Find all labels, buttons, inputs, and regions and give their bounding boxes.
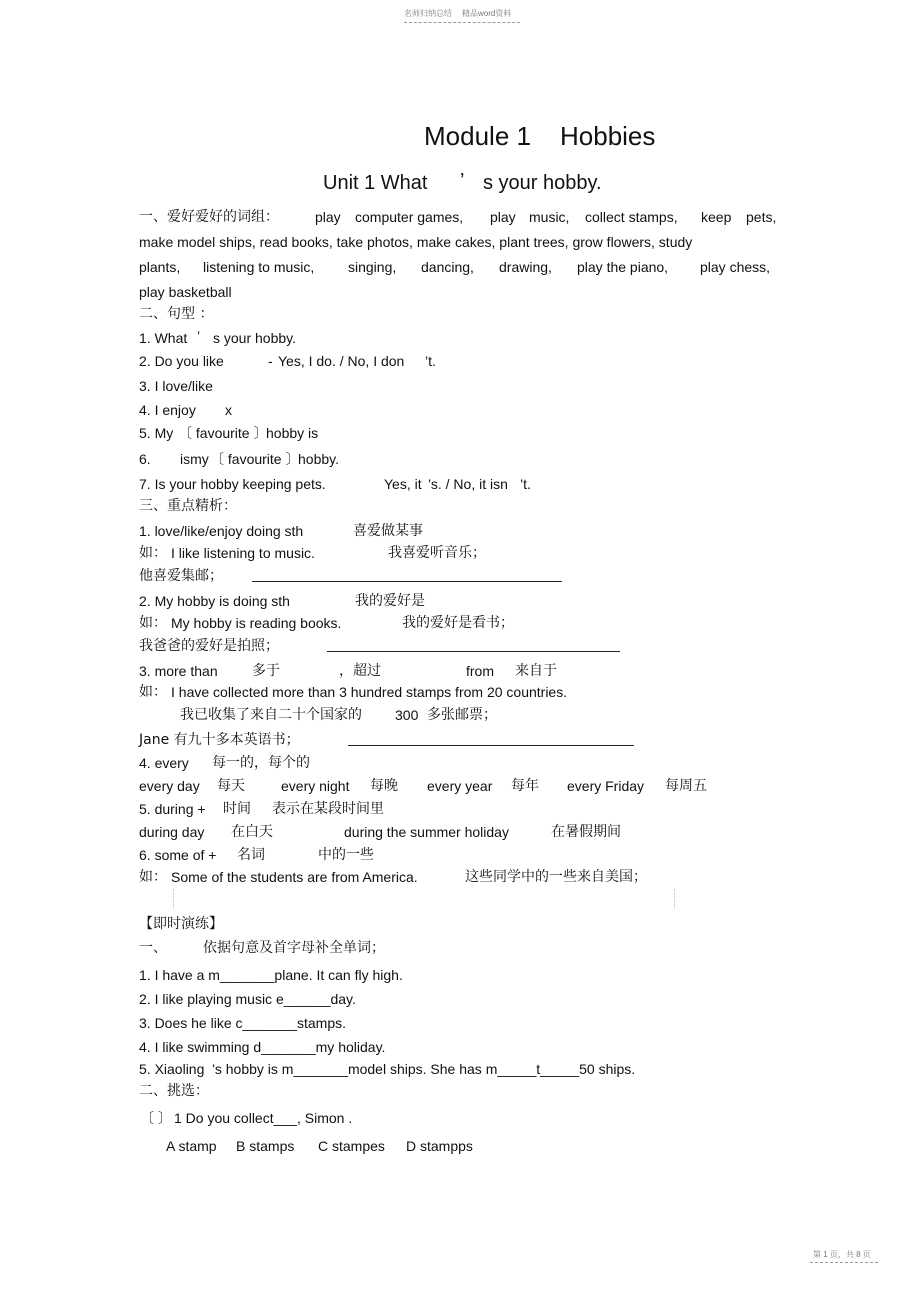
example-cn: 这些同学中的一些来自美国； xyxy=(465,869,647,885)
footer-divider xyxy=(810,1262,878,1263)
section2-label: 二、句型 ： xyxy=(139,306,214,322)
exercise-item: 4. I like swimming d_______my holiday. xyxy=(139,1039,386,1055)
phrase-en: every day xyxy=(139,778,200,794)
example-marker: 如： xyxy=(139,684,167,700)
sentence-pattern: 〔 favourite 〕 xyxy=(178,425,268,441)
point-heading: 3. more than xyxy=(139,663,218,679)
unit-title-apos: ’ xyxy=(460,170,465,192)
phrase-cn: 每天 xyxy=(217,778,245,794)
example-cn: 我的爱好是看书； xyxy=(402,615,514,631)
example-marker: 如： xyxy=(139,545,167,561)
example-en: I have collected more than 3 hundred stamps from 20 countries. xyxy=(171,684,568,700)
phrase-en: every Friday xyxy=(567,778,645,794)
header-left: 名师归纳总结 xyxy=(404,9,452,18)
point-meaning: 时间 xyxy=(223,801,251,817)
exercise-item: 5. Xiaoling xyxy=(139,1061,205,1077)
translation-prompt: 他喜爱集邮； xyxy=(139,568,223,584)
phrase-en: every year xyxy=(427,778,493,794)
phrase-cn: 每年 xyxy=(511,778,539,794)
exercise-item: 1. I have a m_______plane. It can fly high. xyxy=(139,967,403,983)
sentence-pattern: 3. I love/like xyxy=(139,378,213,394)
point-heading: 4. every xyxy=(139,755,189,771)
sentence-pattern: ’s. / No, it isn xyxy=(428,476,508,492)
example-cn: 多张邮票； xyxy=(427,707,497,723)
example-en: Some of the students are from America. xyxy=(171,869,418,885)
point-meaning: 表示在某段时间里 xyxy=(272,801,384,817)
sentence-pattern: 2. Do you like xyxy=(139,353,224,369)
translation-prompt: 我爸爸的爱好是拍照； xyxy=(139,638,279,654)
sentence-pattern: 6. xyxy=(139,451,151,467)
example-marker: 如： xyxy=(139,615,167,631)
phrase-row: make model ships, read books, take photos, make cakes, plant trees, grow flowers, study xyxy=(139,234,693,250)
example-cn: 300 xyxy=(395,707,419,723)
sentence-pattern: Yes, I do. / No, I don xyxy=(278,353,405,369)
phrase: collect stamps, xyxy=(585,209,678,225)
phrase-cn: 在白天 xyxy=(231,824,273,840)
sentence-pattern: hobby. xyxy=(298,451,339,467)
sentence-pattern: 4. I enjoy xyxy=(139,402,196,418)
answer-blank xyxy=(327,651,620,652)
phrase-cn: 每晚 xyxy=(370,778,398,794)
header-divider xyxy=(404,22,520,23)
column-divider xyxy=(674,889,675,909)
phrase: music, xyxy=(529,209,570,225)
answer-blank xyxy=(348,745,634,746)
sentence-pattern: ’t. xyxy=(425,353,436,369)
exercise-item: 2. I like playing music e______day. xyxy=(139,991,356,1007)
phrase-en: during day xyxy=(139,824,205,840)
phrase: listening to music, xyxy=(203,259,315,275)
point-meaning: 中的一些 xyxy=(318,847,374,863)
phrase: singing, xyxy=(348,259,397,275)
section3-label: 三、重点精析： xyxy=(139,498,237,514)
part-heading: 二、挑选： xyxy=(139,1083,209,1099)
phrase: keep xyxy=(701,209,732,225)
choice-option: A stamp xyxy=(166,1138,217,1154)
sentence-pattern: ’ xyxy=(197,328,201,344)
choice-option: D stampps xyxy=(406,1138,473,1154)
choice-question: 1 Do you collect___, Simon . xyxy=(174,1110,353,1126)
sentence-pattern: x xyxy=(225,402,232,418)
sentence-pattern: 〔 favourite 〕 xyxy=(210,451,300,467)
header-right: 精品word资料 xyxy=(462,9,512,18)
unit-title-a: Unit 1 What xyxy=(323,172,428,194)
answer-blank xyxy=(252,581,562,582)
choice-option: C stampes xyxy=(318,1138,385,1154)
example-cn: 我喜爱听音乐； xyxy=(388,545,486,561)
phrase-cn: 在暑假期间 xyxy=(551,824,621,840)
phrase: play xyxy=(490,209,516,225)
point-heading: from xyxy=(466,663,494,679)
section1-label: 一、爱好爱好的词组： xyxy=(139,209,279,225)
answer-bracket: 〔 〕 xyxy=(140,1110,172,1126)
practice-heading: 【即时演练】 xyxy=(139,916,223,932)
point-meaning: 喜爱做某事 xyxy=(353,523,423,539)
sentence-pattern: Yes, it xyxy=(384,476,422,492)
sentence-pattern: 1. What xyxy=(139,330,188,346)
exercise-item: 3. Does he like c_______stamps. xyxy=(139,1015,347,1031)
page-number: 第 1 页，共 8 页 xyxy=(813,1250,871,1259)
example-marker: 如： xyxy=(139,869,167,885)
example-en: I like listening to music. xyxy=(171,545,315,561)
phrase: play the piano, xyxy=(577,259,669,275)
column-divider xyxy=(173,889,174,909)
phrase-cn: 每周五 xyxy=(665,778,707,794)
point-meaning: 名词 xyxy=(237,847,265,863)
module-title: Module 1 xyxy=(424,121,531,151)
example-cn: 我已收集了来自二十个国家的 xyxy=(180,707,362,723)
phrase: pets, xyxy=(746,209,777,225)
point-meaning: ，超过 xyxy=(339,663,381,679)
phrase: play xyxy=(315,209,341,225)
phrase-en: every night xyxy=(281,778,350,794)
part-instruction: 依据句意及首字母补全单词； xyxy=(203,940,385,956)
phrase: play chess, xyxy=(700,259,771,275)
sentence-pattern: ’t. xyxy=(520,476,531,492)
sentence-pattern: s your hobby. xyxy=(213,330,297,346)
sentence-pattern: 5. My xyxy=(139,425,174,441)
point-heading: 6. some of + xyxy=(139,847,217,863)
point-heading: 1. love/like/enjoy doing sth xyxy=(139,523,304,539)
choice-option: B stamps xyxy=(236,1138,295,1154)
phrase: dancing, xyxy=(421,259,474,275)
phrase-en: during the summer holiday xyxy=(344,824,509,840)
unit-title-b: s your hobby. xyxy=(483,172,602,194)
example-en: My hobby is reading books. xyxy=(171,615,342,631)
sentence-pattern: 7. Is your hobby keeping pets. xyxy=(139,476,326,492)
point-heading: 2. My hobby is doing sth xyxy=(139,593,290,609)
phrase: plants, xyxy=(139,259,181,275)
module-topic: Hobbies xyxy=(560,121,656,151)
part-number: 一、 xyxy=(139,940,167,956)
phrase: drawing, xyxy=(499,259,552,275)
phrase: computer games, xyxy=(355,209,464,225)
sentence-pattern: hobby is xyxy=(266,425,319,441)
sentence-pattern: - xyxy=(268,353,273,369)
translation-prompt: Jane 有九十多本英语书； xyxy=(139,732,300,748)
point-meaning: 多于 xyxy=(252,663,280,679)
point-meaning: 来自于 xyxy=(515,663,557,679)
exercise-item: ’s hobby is m_______model ships. She has m_____t_____50 ships. xyxy=(212,1061,636,1077)
point-meaning: 我的爱好是 xyxy=(355,593,425,609)
point-meaning: 每一的，每个的 xyxy=(212,755,310,771)
phrase-row: play basketball xyxy=(139,284,232,300)
sentence-pattern: ismy xyxy=(180,451,209,467)
point-heading: 5. during + xyxy=(139,801,206,817)
